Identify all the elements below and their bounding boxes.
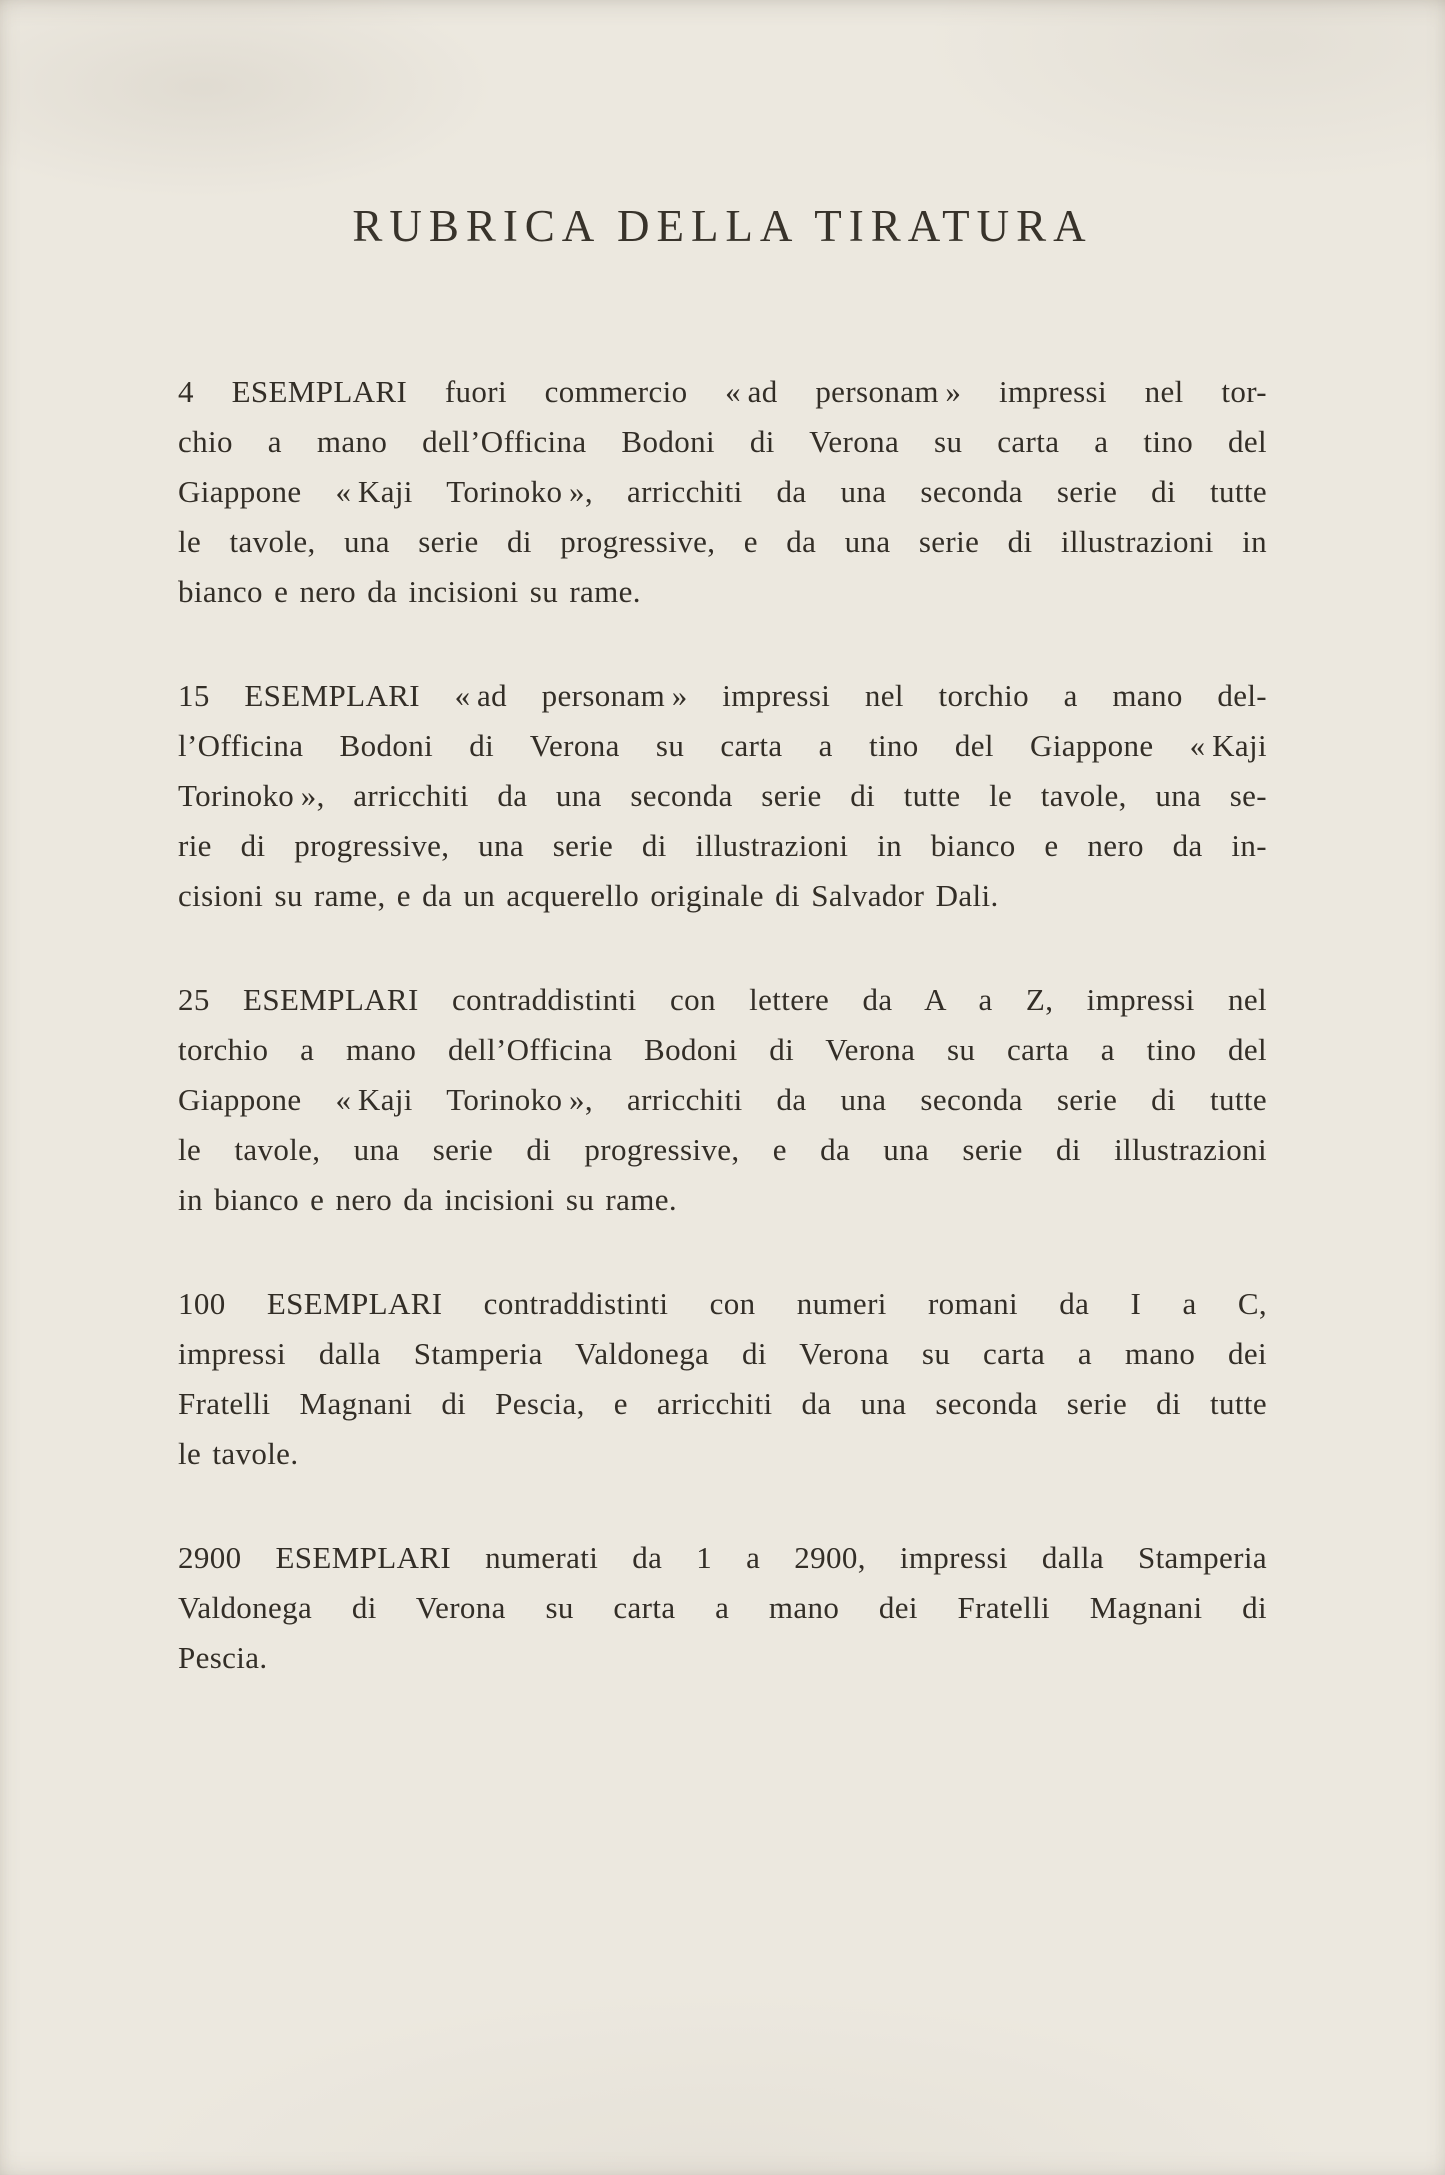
paragraph-2900-esemplari — [178, 1533, 1267, 1683]
text-line: Pescia. — [178, 1640, 268, 1675]
limitation-statement — [178, 367, 1267, 1737]
text-line: 25 ESEMPLARI contraddistinti con lettere da A a Z, impressi nel — [178, 982, 1267, 1017]
text-line: le tavole, una serie di progressive, e da una serie di illustrazioni in — [178, 524, 1267, 559]
text-line: 2900 ESEMPLARI numerati da 1 a 2900, impressi dalla Stamperia — [178, 1540, 1267, 1575]
text-line: 4 ESEMPLARI fuori commercio « ad personam » impressi nel tor- — [178, 374, 1267, 409]
text-line: 15 ESEMPLARI « ad personam » impressi nel torchio a mano del- — [178, 678, 1267, 713]
text-line: bianco e nero da incisioni su rame. — [178, 574, 641, 609]
text-line: in bianco e nero da incisioni su rame. — [178, 1182, 677, 1217]
text-line: torchio a mano dell’Officina Bodoni di Verona su carta a tino del — [178, 1032, 1267, 1067]
text-line: impressi dalla Stamperia Valdonega di Verona su carta a mano dei — [178, 1336, 1267, 1371]
paragraph-25-esemplari — [178, 975, 1267, 1225]
paragraph-100-esemplari — [178, 1279, 1267, 1479]
text-line: Fratelli Magnani di Pescia, e arricchiti da una seconda serie di tutte — [178, 1386, 1267, 1421]
text-line: cisioni su rame, e da un acquerello originale di Salvador Dali. — [178, 878, 999, 913]
text-line: le tavole, una serie di progressive, e da una serie di illustrazioni — [178, 1132, 1267, 1167]
text-line: rie di progressive, una serie di illustrazioni in bianco e nero da in- — [178, 828, 1267, 863]
text-line: chio a mano dell’Officina Bodoni di Verona su carta a tino del — [178, 424, 1267, 459]
text-line: Torinoko », arricchiti da una seconda serie di tutte le tavole, una se- — [178, 778, 1267, 813]
page-title: RUBRICA DELLA TIRATURA — [352, 201, 1093, 251]
paragraph-15-esemplari — [178, 671, 1267, 921]
text-line: Giappone « Kaji Torinoko », arricchiti da una seconda serie di tutte — [178, 1082, 1267, 1117]
text-line: 100 ESEMPLARI contraddistinti con numeri romani da I a C, — [178, 1286, 1267, 1321]
text-line: l’Officina Bodoni di Verona su carta a tino del Giappone « Kaji — [178, 728, 1267, 763]
text-line: Giappone « Kaji Torinoko », arricchiti da una seconda serie di tutte — [178, 474, 1267, 509]
text-line: le tavole. — [178, 1436, 299, 1471]
paragraph-4-esemplari — [178, 367, 1267, 617]
text-line: Valdonega di Verona su carta a mano dei Fratelli Magnani di — [178, 1590, 1267, 1625]
